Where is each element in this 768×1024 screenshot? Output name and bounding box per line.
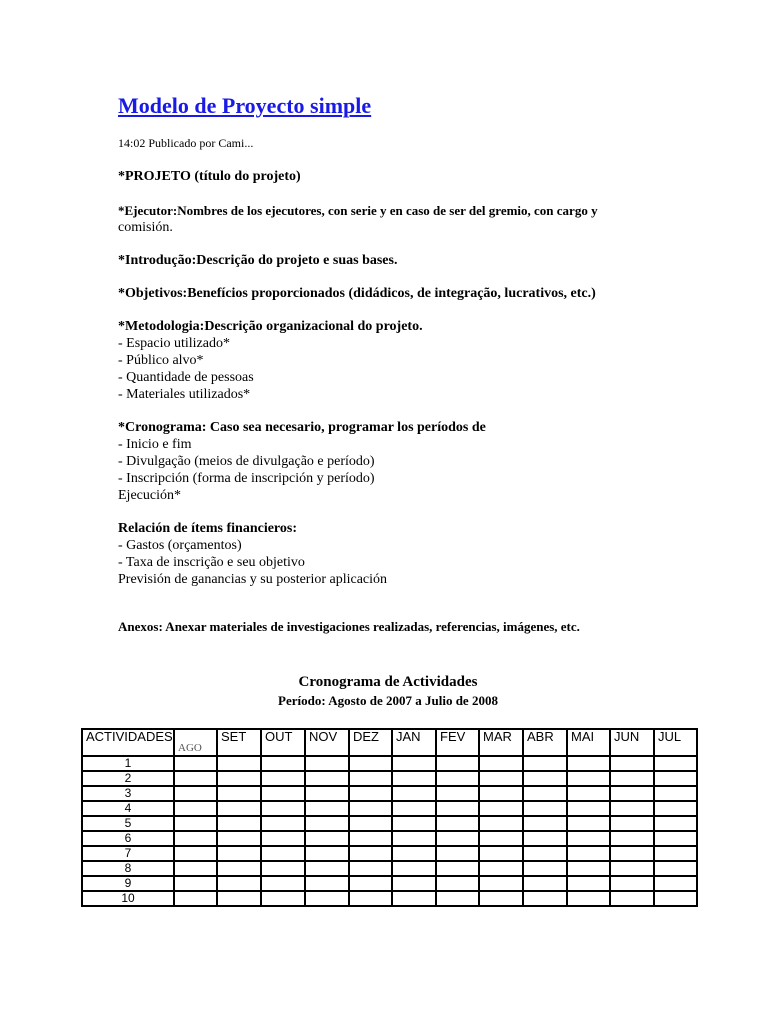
cronograma-section (118, 419, 718, 504)
list-item: - Público alvo* (118, 353, 204, 368)
schedule-cell (261, 861, 305, 876)
row-number: 3 (82, 786, 174, 801)
list-item: - Gastos (orçamentos) (118, 538, 242, 553)
schedule-cell (479, 876, 523, 891)
schedule-cell (261, 786, 305, 801)
schedule-cell (217, 801, 261, 816)
schedule-cell (349, 801, 392, 816)
financeiros-section (118, 520, 718, 588)
schedule-period: Período: Agosto de 2007 a Julio de 2008 (278, 693, 498, 708)
schedule-cell (305, 861, 349, 876)
schedule-cell (174, 801, 217, 816)
schedule-cell (479, 786, 523, 801)
schedule-cell (567, 801, 610, 816)
schedule-cell (523, 876, 567, 891)
schedule-cell (392, 891, 436, 906)
schedule-cell (479, 846, 523, 861)
schedule-cell (654, 876, 697, 891)
schedule-cell (261, 756, 305, 771)
introducao-heading: *Introdução:Descrição do projeto e suas bases. (118, 253, 398, 268)
schedule-cell (349, 771, 392, 786)
schedule-cell (654, 756, 697, 771)
header-month-abr: ABR (523, 729, 567, 756)
metodologia-heading: *Metodologia:Descrição organizacional do projeto. (118, 319, 423, 334)
schedule-cell (567, 891, 610, 906)
financeiros-heading: Relación de ítems financieros: (118, 521, 297, 536)
schedule-cell (610, 756, 654, 771)
schedule-cell (479, 771, 523, 786)
table-row (82, 801, 697, 816)
header-month-jan: JAN (392, 729, 436, 756)
schedule-cell (217, 816, 261, 831)
schedule-cell (523, 771, 567, 786)
schedule-cell (217, 831, 261, 846)
schedule-cell (217, 786, 261, 801)
schedule-cell (610, 891, 654, 906)
schedule-cell (654, 891, 697, 906)
schedule-cell (523, 786, 567, 801)
schedule-cell (305, 801, 349, 816)
schedule-cell (610, 831, 654, 846)
header-month-fev: FEV (436, 729, 479, 756)
schedule-cell (436, 801, 479, 816)
schedule-cell (654, 816, 697, 831)
schedule-cell (567, 846, 610, 861)
schedule-cell (523, 831, 567, 846)
header-month-mai: MAI (567, 729, 610, 756)
table-row (82, 786, 697, 801)
table-row (82, 876, 697, 891)
header-month-jul: JUL (654, 729, 697, 756)
schedule-cell (654, 771, 697, 786)
schedule-cell (217, 891, 261, 906)
schedule-cell (567, 786, 610, 801)
schedule-cell (436, 876, 479, 891)
schedule-cell (436, 861, 479, 876)
objetivos-heading: *Objetivos:Benefícios proporcionados (didádicos, de integração, lucrativos, etc.) (118, 286, 596, 301)
schedule-cell (349, 816, 392, 831)
schedule-cell (567, 831, 610, 846)
schedule-cell (654, 801, 697, 816)
schedule-cell (436, 786, 479, 801)
row-number: 10 (82, 891, 174, 906)
schedule-cell (174, 831, 217, 846)
schedule-cell (479, 861, 523, 876)
schedule-cell (349, 831, 392, 846)
schedule-cell (392, 861, 436, 876)
schedule-cell (567, 771, 610, 786)
title-link[interactable]: Modelo de Proyecto simple (118, 93, 372, 118)
header-actividades (82, 729, 174, 756)
ejecutor-line-end: comisión. (118, 220, 173, 235)
schedule-cell (174, 816, 217, 831)
list-item: - Taxa de inscrição e seu objetivo (118, 555, 305, 570)
schedule-cell (217, 876, 261, 891)
schedule-cell (349, 876, 392, 891)
row-number: 7 (82, 846, 174, 861)
metodologia-section (118, 318, 718, 403)
schedule-cell (654, 861, 697, 876)
row-number: 5 (82, 816, 174, 831)
schedule-cell (305, 831, 349, 846)
schedule-cell (479, 816, 523, 831)
schedule-cell (392, 816, 436, 831)
schedule-cell (392, 771, 436, 786)
schedule-cell (654, 846, 697, 861)
table-row (82, 861, 697, 876)
schedule-cell (349, 861, 392, 876)
schedule-cell (305, 876, 349, 891)
schedule-cell (261, 816, 305, 831)
document-body (118, 92, 718, 635)
schedule-cell (567, 876, 610, 891)
schedule-cell (392, 831, 436, 846)
header-month-mar: MAR (479, 729, 523, 756)
schedule-cell (261, 801, 305, 816)
schedule-cell (436, 846, 479, 861)
header-month-nov: NOV (305, 729, 349, 756)
table-row (82, 891, 697, 906)
schedule-cell (392, 846, 436, 861)
schedule-cell (305, 846, 349, 861)
schedule-cell (479, 891, 523, 906)
row-number: 4 (82, 801, 174, 816)
list-item: - Inicio e fim (118, 437, 192, 452)
schedule-cell (479, 831, 523, 846)
schedule-table (81, 728, 698, 907)
ejecutor-line: *Ejecutor:Nombres de los ejecutores, con serie y en caso de ser del gremio, con cargo y (118, 203, 598, 218)
table-row (82, 831, 697, 846)
header-month-jun: JUN (610, 729, 654, 756)
schedule-cell (436, 771, 479, 786)
table-row (82, 846, 697, 861)
schedule-cell (349, 846, 392, 861)
schedule-cell (174, 861, 217, 876)
anexos-text: Anexos: Anexar materiales de investigaciones realizadas, referencias, imágenes, etc. (118, 619, 580, 634)
row-number: 9 (82, 876, 174, 891)
schedule-cell (479, 801, 523, 816)
schedule-cell (567, 756, 610, 771)
schedule-cell (610, 801, 654, 816)
schedule-cell (654, 831, 697, 846)
row-number: 1 (82, 756, 174, 771)
schedule-cell (392, 876, 436, 891)
schedule-cell (610, 786, 654, 801)
schedule-cell (436, 756, 479, 771)
schedule-cell (349, 756, 392, 771)
table-row (82, 816, 697, 831)
list-item: - Divulgação (meios de divulgação e período) (118, 454, 375, 469)
schedule-cell (610, 816, 654, 831)
schedule-cell (174, 876, 217, 891)
schedule-cell (523, 891, 567, 906)
schedule-cell (261, 891, 305, 906)
ejecutor-section (118, 202, 718, 236)
table-header-row (82, 729, 697, 756)
schedule-cell (567, 861, 610, 876)
header-ago-label: AGO (178, 742, 202, 754)
schedule-cell (610, 771, 654, 786)
schedule-cell (436, 816, 479, 831)
schedule-cell (305, 816, 349, 831)
list-item: Ejecución* (118, 488, 181, 503)
list-item: - Quantidade de pessoas (118, 370, 254, 385)
header-month-set: SET (217, 729, 261, 756)
schedule-cell (174, 756, 217, 771)
header-ago (174, 729, 217, 756)
list-item: - Materiales utilizados* (118, 387, 251, 402)
schedule-header (80, 672, 696, 710)
row-number: 8 (82, 861, 174, 876)
schedule-title: Cronograma de Actividades (298, 674, 478, 690)
schedule-cell (392, 756, 436, 771)
projeto-heading: *PROJETO (título do projeto) (118, 169, 301, 184)
table-row (82, 771, 697, 786)
schedule-cell (305, 756, 349, 771)
schedule-cell (349, 891, 392, 906)
header-month-dez: DEZ (349, 729, 392, 756)
schedule-cell (523, 756, 567, 771)
schedule-cell (436, 891, 479, 906)
schedule-cell (523, 861, 567, 876)
schedule-cell (392, 801, 436, 816)
schedule-cell (436, 831, 479, 846)
schedule-cell (523, 801, 567, 816)
schedule-cell (305, 786, 349, 801)
schedule-cell (217, 861, 261, 876)
list-item: - Inscripción (forma de inscripción y período) (118, 471, 375, 486)
schedule-cell (479, 756, 523, 771)
schedule-cell (261, 771, 305, 786)
schedule-cell (523, 816, 567, 831)
schedule-cell (305, 891, 349, 906)
schedule-cell (174, 786, 217, 801)
schedule-cell (174, 771, 217, 786)
schedule-cell (174, 846, 217, 861)
list-item: - Espacio utilizado* (118, 336, 230, 351)
schedule-cell (261, 876, 305, 891)
cronograma-heading: *Cronograma: Caso sea necesario, programar los períodos de (118, 420, 486, 435)
schedule-cell (217, 846, 261, 861)
schedule-cell (349, 786, 392, 801)
schedule-cell (261, 846, 305, 861)
schedule-cell (610, 846, 654, 861)
header-month-out: OUT (261, 729, 305, 756)
list-item: Previsión de ganancias y su posterior aplicación (118, 572, 388, 587)
schedule-cell (174, 891, 217, 906)
schedule-cell (654, 786, 697, 801)
table-row (82, 756, 697, 771)
header-actividades-label: ACTIVIDADES (86, 729, 173, 744)
schedule-cell (392, 786, 436, 801)
row-number: 6 (82, 831, 174, 846)
post-meta: 14:02 Publicado por Cami... (118, 136, 254, 150)
schedule-cell (261, 831, 305, 846)
row-number: 2 (82, 771, 174, 786)
schedule-cell (610, 876, 654, 891)
schedule-cell (523, 846, 567, 861)
schedule-cell (305, 771, 349, 786)
schedule-cell (217, 756, 261, 771)
page-title (118, 92, 718, 120)
schedule-cell (217, 771, 261, 786)
schedule-cell (610, 861, 654, 876)
schedule-cell (567, 816, 610, 831)
